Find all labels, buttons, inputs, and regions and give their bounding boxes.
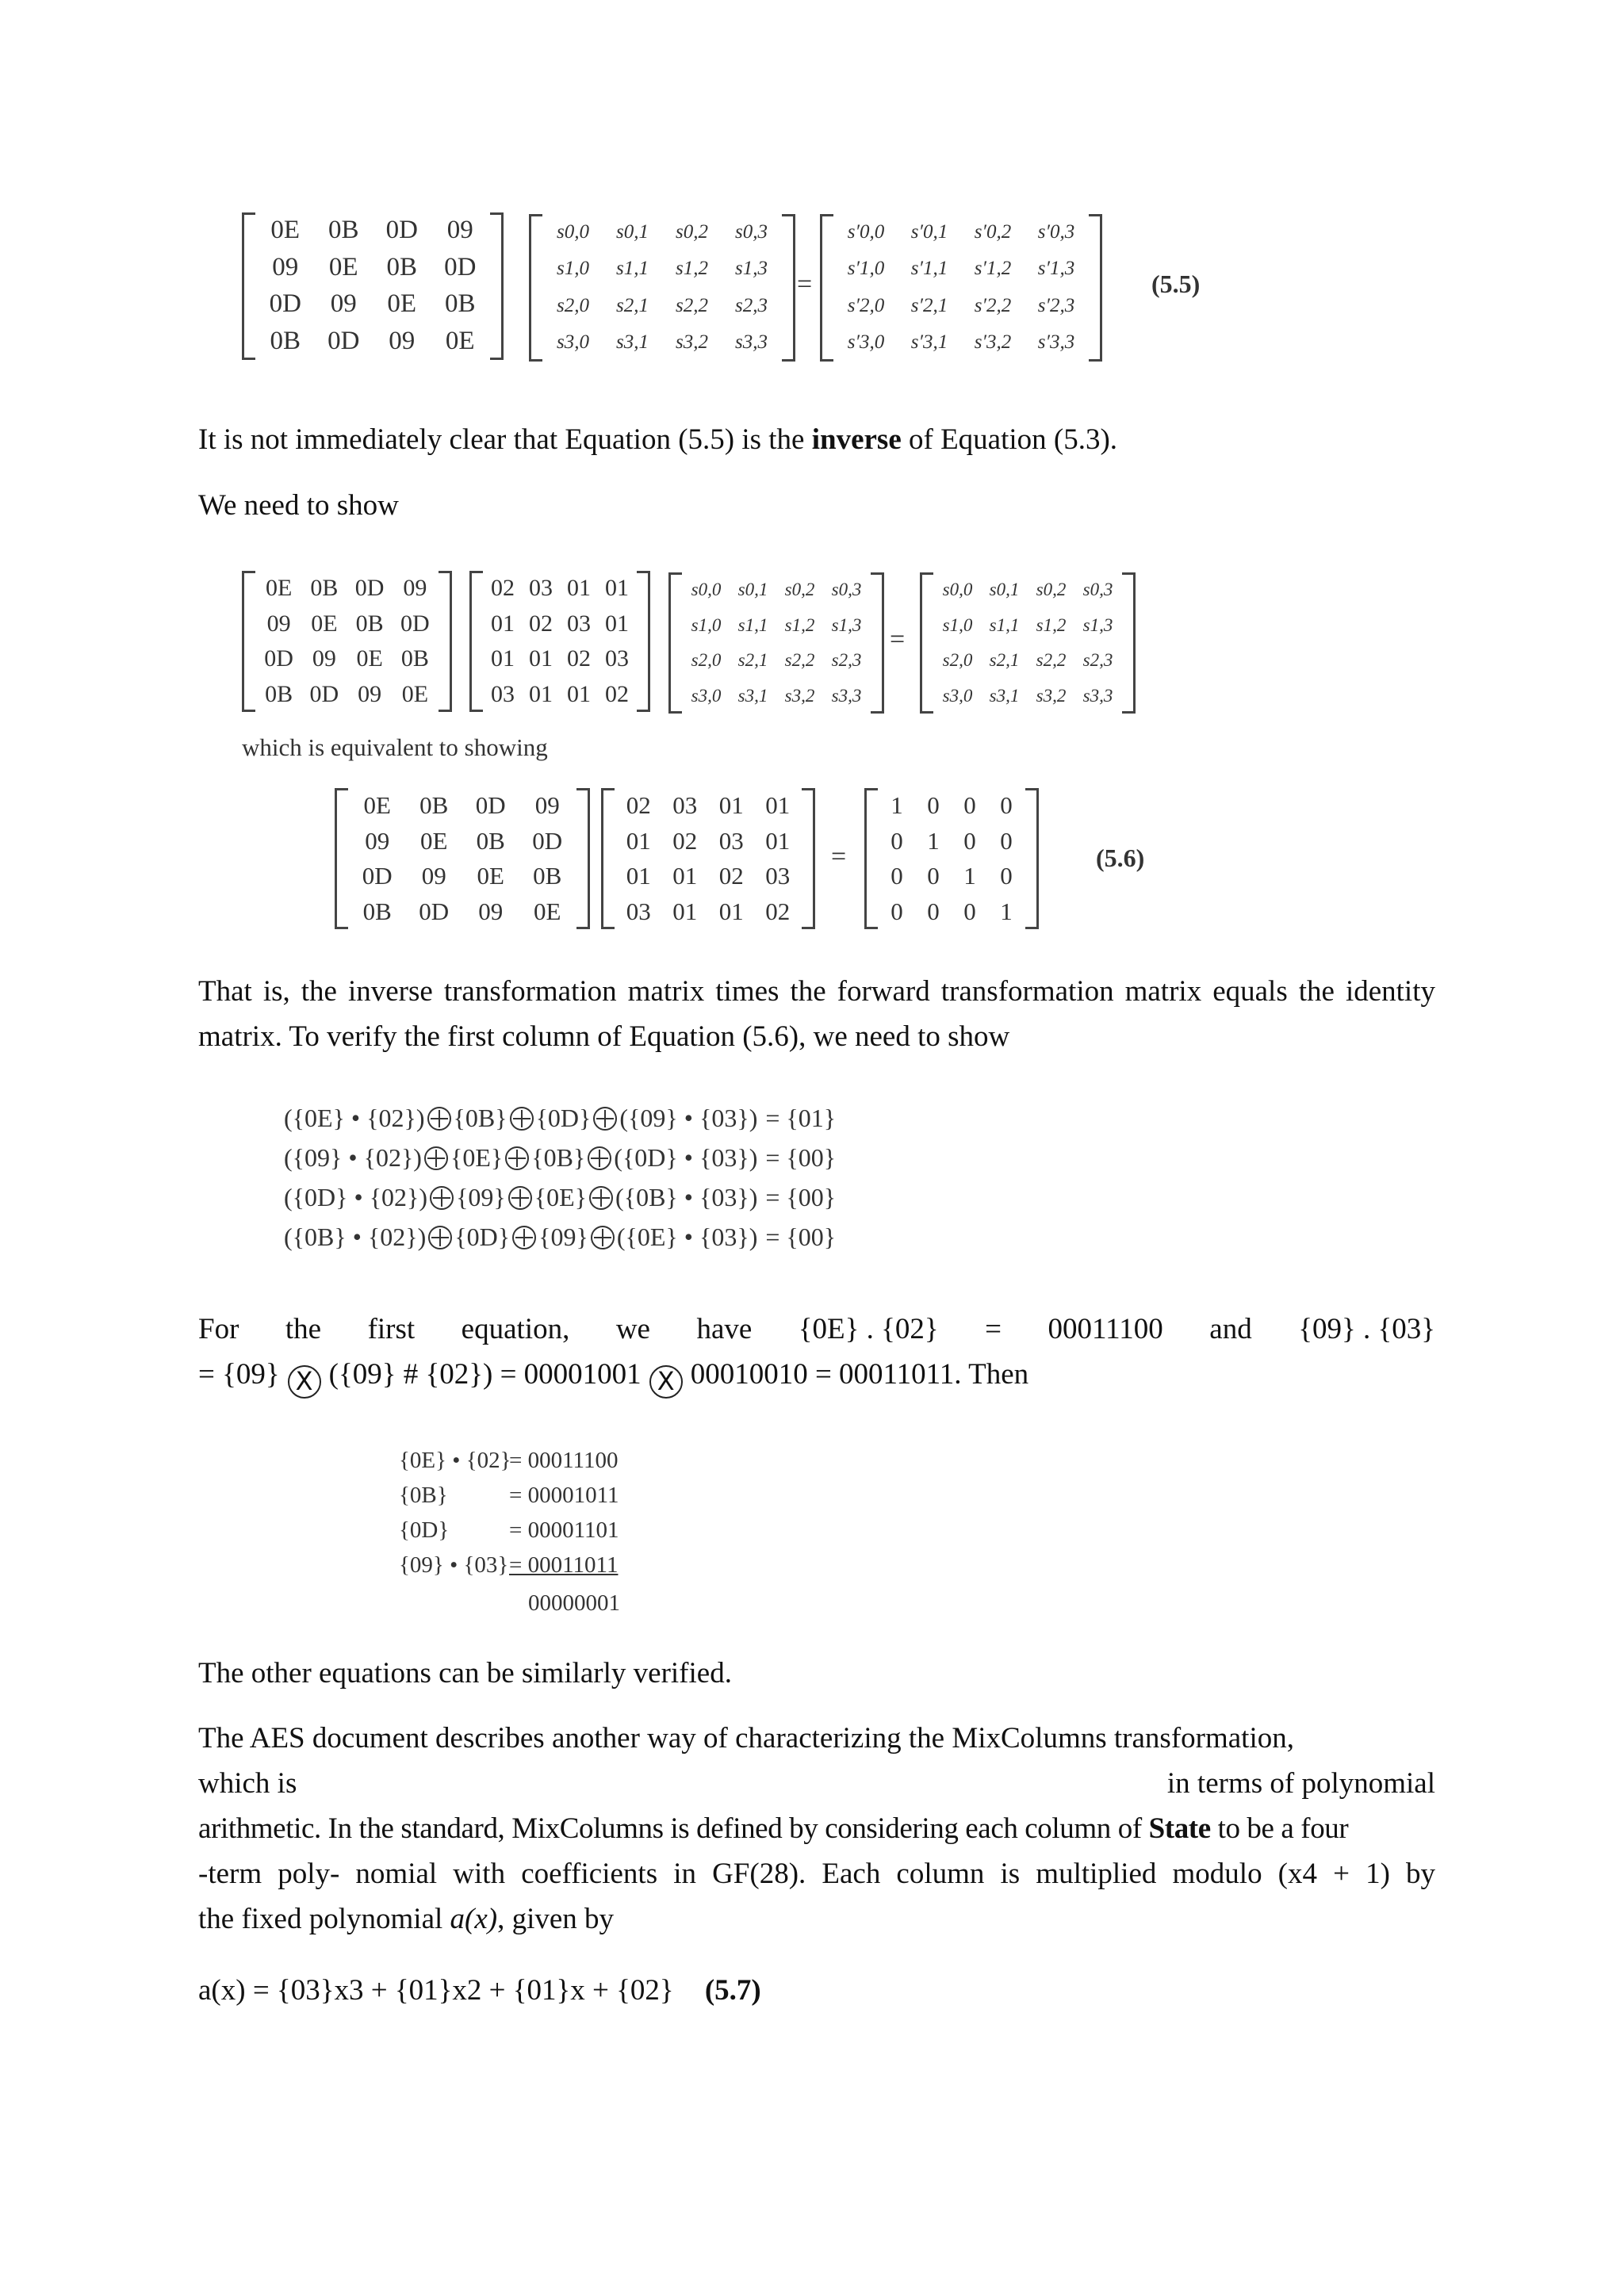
matrix-cell: s3,3 bbox=[735, 331, 768, 354]
matrix-cell: 01 bbox=[567, 575, 591, 601]
matrix-cell: 09 bbox=[389, 326, 416, 355]
matrix-cell: s3,1 bbox=[616, 331, 649, 354]
equation-result: = {00} bbox=[765, 1183, 837, 1211]
matrix-cell: 02 bbox=[626, 791, 651, 820]
matrix-cell: 0E bbox=[363, 791, 391, 820]
matrix-cell: s′0,3 bbox=[1037, 220, 1075, 243]
word: have bbox=[696, 1313, 753, 1345]
calc-label: {0B} bbox=[399, 1483, 448, 1508]
matrix-cell: 09 bbox=[312, 645, 336, 672]
matrix-cell: 01 bbox=[529, 680, 553, 707]
oplus-icon bbox=[427, 1107, 451, 1131]
matrix-cell: 09 bbox=[365, 826, 390, 855]
right-bracket bbox=[576, 788, 590, 929]
matrix-cell: s0,2 bbox=[1036, 580, 1067, 600]
xor-equation bbox=[284, 1223, 836, 1252]
term: ({0B} • {02}) bbox=[284, 1223, 427, 1251]
right-bracket bbox=[1089, 214, 1102, 362]
matrix-cell: 02 bbox=[718, 862, 744, 890]
matrix-cell: s1,1 bbox=[737, 614, 768, 635]
matrix-cell: 0E bbox=[420, 826, 448, 855]
matrix-cell: 01 bbox=[626, 862, 651, 890]
left-bracket bbox=[920, 572, 933, 714]
matrix-cell: s0,2 bbox=[784, 580, 815, 600]
matrix-cell: s2,2 bbox=[1036, 650, 1067, 671]
matrix-forward-mix bbox=[469, 571, 650, 712]
matrix-cell: s0,1 bbox=[737, 580, 768, 600]
matrix-cell: 0 bbox=[1000, 862, 1013, 890]
matrix-cell: 1 bbox=[963, 862, 976, 890]
term: {0E} bbox=[450, 1143, 504, 1172]
matrix-cell: s2,3 bbox=[735, 294, 768, 316]
matrix-cell: 0D bbox=[385, 216, 418, 245]
word: 00011100 bbox=[1048, 1313, 1163, 1345]
equals-sign: = bbox=[890, 625, 906, 654]
calc-label: {09} • {03} bbox=[399, 1552, 509, 1578]
matrix-cell: s′0,0 bbox=[847, 220, 885, 243]
matrix-cell: 01 bbox=[605, 575, 629, 601]
word: For bbox=[198, 1313, 239, 1345]
oplus-icon bbox=[589, 1186, 613, 1210]
word: {09} . {03} bbox=[1298, 1313, 1435, 1345]
matrix-cell: 0E bbox=[265, 575, 293, 601]
equation-result: = {00} bbox=[765, 1223, 837, 1251]
matrix-cell: 1 bbox=[1000, 897, 1013, 925]
matrix-cell: s2,2 bbox=[784, 650, 815, 671]
matrix-cell: 03 bbox=[672, 791, 698, 820]
paragraph-identity: That is, the inverse transformation matrix times the forward transformation matrix equals the identity matrix. To verify the first column of Equation (5.6), we need to show bbox=[198, 975, 1435, 1053]
matrix-cell: s0,2 bbox=[676, 220, 708, 243]
right-bracket bbox=[1122, 572, 1136, 714]
matrix-cell: s3,3 bbox=[831, 685, 862, 706]
matrix-cell: s1,3 bbox=[831, 614, 862, 635]
left-bracket bbox=[601, 788, 615, 929]
xor-equation bbox=[284, 1104, 836, 1133]
matrix-cell: 1 bbox=[927, 826, 940, 855]
term: {0D} bbox=[535, 1104, 592, 1132]
left-bracket bbox=[864, 788, 878, 929]
matrix-cell: 01 bbox=[718, 897, 744, 925]
matrix-cell: s′3,1 bbox=[910, 331, 948, 354]
calc-value: = 00011011 bbox=[509, 1552, 619, 1578]
matrix-cell: s′1,2 bbox=[974, 258, 1012, 280]
matrix-cell: s′2,0 bbox=[847, 294, 885, 316]
matrix-cell: 01 bbox=[718, 791, 744, 820]
matrix-cell: s1,3 bbox=[1082, 614, 1113, 635]
oplus-icon bbox=[508, 1186, 532, 1210]
matrix-cell: 09 bbox=[534, 791, 560, 820]
matrix-cell: s′3,3 bbox=[1037, 331, 1075, 354]
matrix-state bbox=[529, 214, 795, 362]
polynomial-a-x: a(x) = {03}x3 + {01}x2 + {01}x + {02} bbox=[198, 1974, 674, 2007]
matrix-state-prime bbox=[820, 214, 1102, 362]
equation-label: (5.6) bbox=[1096, 844, 1145, 872]
matrix-cell: 01 bbox=[605, 610, 629, 637]
matrix-cell: 01 bbox=[491, 610, 515, 637]
bold-inverse: inverse bbox=[811, 423, 902, 456]
left-bracket bbox=[242, 212, 255, 360]
oplus-icon bbox=[430, 1186, 454, 1210]
matrix-cell: s1,3 bbox=[735, 258, 768, 280]
matrix-cell: s′1,3 bbox=[1037, 258, 1075, 280]
matrix-cell: 0 bbox=[927, 862, 940, 890]
equation-5-7 bbox=[198, 1968, 1435, 2013]
matrix-cell: 02 bbox=[765, 897, 791, 925]
matrix-cell: s′2,3 bbox=[1037, 294, 1075, 316]
matrix-cell: 0B bbox=[476, 826, 505, 855]
matrix-cell: 0D bbox=[362, 862, 393, 890]
matrix-cell: 0E bbox=[401, 680, 429, 707]
matrix-cell: s3,2 bbox=[1036, 685, 1067, 706]
right-bracket bbox=[637, 571, 650, 712]
matrix-cell: s1,2 bbox=[1036, 614, 1067, 635]
left-bracket bbox=[469, 571, 483, 712]
matrix-cell: s3,2 bbox=[784, 685, 815, 706]
matrix-inverse-mix bbox=[335, 788, 590, 929]
matrix-cell: 0 bbox=[927, 897, 940, 925]
matrix-cell: 0D bbox=[264, 645, 293, 672]
matrix-cell: 0 bbox=[963, 897, 976, 925]
matrix-cell: 0B bbox=[355, 610, 384, 637]
matrix-cell: 01 bbox=[529, 645, 553, 672]
matrix-cell: 0E bbox=[270, 216, 301, 245]
matrix-identity bbox=[864, 788, 1039, 929]
matrix-cell: s1,0 bbox=[557, 258, 589, 280]
matrix-cell: 0E bbox=[534, 897, 561, 925]
calc-result: 00000001 bbox=[528, 1590, 620, 1616]
matrix-inverse-mix bbox=[242, 571, 452, 712]
matrix-cell: 03 bbox=[567, 610, 591, 637]
matrix-cell: 0E bbox=[356, 645, 383, 672]
matrix-cell: 0 bbox=[1000, 826, 1013, 855]
matrix-cell: s′2,1 bbox=[910, 294, 948, 316]
left-bracket bbox=[668, 572, 682, 714]
matrix-cell: 03 bbox=[626, 897, 651, 925]
matrix-cell: s2,0 bbox=[942, 650, 973, 671]
matrix-cell: 01 bbox=[672, 897, 698, 925]
equals-sign: = bbox=[797, 270, 813, 299]
matrix-forward-mix bbox=[601, 788, 815, 929]
matrix-cell: s2,0 bbox=[557, 294, 589, 316]
matrix-cell: 02 bbox=[672, 826, 698, 855]
matrix-cell: 03 bbox=[529, 575, 553, 601]
matrix-cell: 09 bbox=[446, 216, 473, 245]
matrix-cell: 0B bbox=[533, 862, 562, 890]
oplus-icon bbox=[512, 1226, 536, 1249]
matrix-cell: 0D bbox=[532, 826, 563, 855]
paragraph-first-equation bbox=[198, 1307, 1435, 1399]
matrix-cell: 01 bbox=[765, 791, 791, 820]
word: and bbox=[1209, 1313, 1252, 1345]
matrix-cell: 09 bbox=[272, 252, 299, 281]
matrix-cell: 0B bbox=[270, 326, 301, 355]
matrix-cell: s2,1 bbox=[616, 294, 649, 316]
word: we bbox=[615, 1313, 650, 1345]
matrix-cell: s′0,1 bbox=[910, 220, 948, 243]
matrix-cell: 09 bbox=[421, 862, 446, 890]
matrix-cell: s3,1 bbox=[737, 685, 768, 706]
matrix-cell: 0E bbox=[328, 252, 358, 281]
word: first bbox=[367, 1313, 416, 1345]
matrix-cell: 0D bbox=[400, 610, 430, 637]
matrix-cell: 0E bbox=[387, 289, 417, 319]
matrix-cell: 0 bbox=[963, 791, 976, 820]
matrix-cell: 03 bbox=[605, 645, 629, 672]
term: {0D} bbox=[454, 1223, 511, 1251]
matrix-cell: 0D bbox=[444, 252, 477, 281]
oplus-icon bbox=[424, 1146, 448, 1170]
right-bracket bbox=[490, 212, 504, 360]
oplus-icon bbox=[591, 1226, 615, 1249]
matrix-cell: 0D bbox=[269, 289, 301, 319]
word: = bbox=[985, 1313, 1002, 1345]
matrix-cell: 0 bbox=[927, 791, 940, 820]
equation-result: = {01} bbox=[765, 1104, 837, 1132]
calc-value: = 00011100 bbox=[509, 1448, 619, 1473]
matrix-cell: 02 bbox=[567, 645, 591, 672]
term: ({0E} • {03}) bbox=[616, 1223, 758, 1251]
matrix-cell: 0 bbox=[891, 826, 903, 855]
matrix-cell: s0,3 bbox=[1082, 580, 1113, 600]
matrix-cell: 09 bbox=[330, 289, 357, 319]
term: ({09} • {03}) bbox=[619, 1104, 758, 1132]
matrix-cell: 0B bbox=[444, 289, 476, 319]
matrix-cell: s2,3 bbox=[831, 650, 862, 671]
matrix-cell: 0E bbox=[311, 610, 338, 637]
paragraph-inverse: It is not immediately clear that Equation (5.5) is the inverse of Equation (5.3). bbox=[198, 423, 1118, 456]
matrix-cell: 0 bbox=[891, 862, 903, 890]
paragraph-polynomial: The AES document describes another way of characterizing the MixColumns transformation, which is in terms of polynomial arithmetic. In the standard, MixColumns is defined by considering each column of State to be a four -term poly- nomial with coefficients in GF(28). Each column is multiplied modulo (x4 + 1) by the fixed polynomial a(x), given by bbox=[198, 1722, 1435, 1935]
oplus-icon bbox=[428, 1226, 452, 1249]
term: {0E} bbox=[534, 1183, 588, 1211]
caption-equivalent: which is equivalent to showing bbox=[242, 733, 548, 761]
matrix-cell: 01 bbox=[626, 826, 651, 855]
paragraph-similarly: The other equations can be similarly verified. bbox=[198, 1657, 732, 1689]
matrix-cell: 01 bbox=[765, 826, 791, 855]
matrix-state bbox=[668, 572, 884, 714]
otimes-icon: X bbox=[288, 1365, 321, 1399]
matrix-cell: s0,0 bbox=[942, 580, 973, 600]
word: equation, bbox=[461, 1313, 570, 1345]
left-bracket bbox=[820, 214, 833, 362]
matrix-cell: s2,0 bbox=[691, 650, 722, 671]
matrix-cell: 03 bbox=[718, 826, 744, 855]
matrix-cell: s1,0 bbox=[691, 614, 722, 635]
matrix-cell: 09 bbox=[358, 680, 382, 707]
first-equation-line bbox=[198, 1307, 1435, 1352]
matrix-cell: 0B bbox=[386, 252, 417, 281]
matrix-cell: s0,0 bbox=[691, 580, 722, 600]
oplus-icon bbox=[588, 1146, 611, 1170]
matrix-state-result bbox=[920, 572, 1136, 714]
term: {0B} bbox=[531, 1143, 586, 1172]
oplus-icon bbox=[593, 1107, 617, 1131]
matrix-cell: 1 bbox=[891, 791, 903, 820]
right-bracket bbox=[871, 572, 884, 714]
matrix-cell: 0D bbox=[475, 791, 506, 820]
matrix-cell: s′1,0 bbox=[847, 258, 885, 280]
left-bracket bbox=[242, 571, 255, 712]
matrix-cell: 0B bbox=[310, 575, 339, 601]
right-bracket bbox=[439, 571, 452, 712]
calc-label: {0E} • {02} bbox=[399, 1448, 511, 1473]
matrix-cell: s′0,2 bbox=[974, 220, 1012, 243]
matrix-cell: s2,3 bbox=[1082, 650, 1113, 671]
matrix-cell: 02 bbox=[605, 680, 629, 707]
matrix-cell: s3,3 bbox=[1082, 685, 1113, 706]
matrix-cell: 0 bbox=[1000, 791, 1013, 820]
right-bracket bbox=[802, 788, 815, 929]
right-bracket bbox=[1025, 788, 1039, 929]
matrix-cell: s0,1 bbox=[989, 580, 1020, 600]
equation-label: (5.5) bbox=[1151, 270, 1201, 298]
term: ({0D} • {03}) bbox=[614, 1143, 758, 1172]
matrix-cell: s2,1 bbox=[737, 650, 768, 671]
matrix-cell: 0B bbox=[327, 216, 359, 245]
matrix-cell: 09 bbox=[266, 610, 291, 637]
xor-equation bbox=[284, 1183, 836, 1212]
matrix-cell: s3,0 bbox=[557, 331, 589, 354]
matrix-cell: s3,0 bbox=[691, 685, 722, 706]
left-bracket bbox=[529, 214, 542, 362]
term: {0B} bbox=[453, 1104, 508, 1132]
matrix-cell: 01 bbox=[567, 680, 591, 707]
matrix-cell: s2,1 bbox=[989, 650, 1020, 671]
equation-result: = {00} bbox=[765, 1143, 837, 1172]
calc-value: = 00001011 bbox=[509, 1483, 619, 1508]
matrix-cell: s0,3 bbox=[831, 580, 862, 600]
matrix-cell: 02 bbox=[491, 575, 515, 601]
matrix-cell: 0 bbox=[891, 897, 903, 925]
matrix-cell: 01 bbox=[672, 862, 698, 890]
calc-label: {0D} bbox=[399, 1517, 450, 1543]
matrix-cell: 09 bbox=[403, 575, 427, 601]
term: ({0E} • {02}) bbox=[284, 1104, 425, 1132]
matrix-cell: s2,2 bbox=[676, 294, 708, 316]
matrix-cell: 0B bbox=[419, 791, 449, 820]
matrix-cell: 0B bbox=[362, 897, 392, 925]
matrix-cell: 01 bbox=[491, 645, 515, 672]
matrix-cell: 0E bbox=[445, 326, 475, 355]
matrix-cell: 0D bbox=[354, 575, 385, 601]
xor-equation bbox=[284, 1143, 836, 1173]
matrix-cell: 03 bbox=[491, 680, 515, 707]
word: {0E} . {02} bbox=[798, 1313, 939, 1345]
matrix-cell: 0E bbox=[477, 862, 504, 890]
oplus-icon bbox=[510, 1107, 534, 1131]
paragraph-need-to-show: We need to show bbox=[198, 489, 399, 522]
matrix-cell: s0,1 bbox=[616, 220, 649, 243]
matrix-cell: 0B bbox=[265, 680, 293, 707]
matrix-cell: s′1,1 bbox=[910, 258, 948, 280]
oplus-icon bbox=[505, 1146, 529, 1170]
term: ({0B} • {03}) bbox=[615, 1183, 758, 1211]
term: ({0D} • {02}) bbox=[284, 1183, 428, 1211]
matrix-cell: s1,1 bbox=[616, 258, 649, 280]
matrix-inverse-mix bbox=[242, 212, 504, 360]
equals-sign: = bbox=[831, 842, 847, 871]
first-equation-line-2: = {09} X ({09} # {02}) = 00001001 X 00010010 = 00011011. Then bbox=[198, 1352, 1435, 1399]
matrix-cell: s1,2 bbox=[676, 258, 708, 280]
term: ({09} • {02}) bbox=[284, 1143, 422, 1172]
matrix-cell: s′3,2 bbox=[974, 331, 1012, 354]
otimes-icon: X bbox=[649, 1365, 683, 1399]
matrix-cell: s3,2 bbox=[676, 331, 708, 354]
matrix-cell: 0D bbox=[327, 326, 360, 355]
term: {09} bbox=[538, 1223, 588, 1251]
matrix-cell: s1,1 bbox=[989, 614, 1020, 635]
equation-label: (5.7) bbox=[704, 1974, 761, 2007]
word: the bbox=[285, 1313, 322, 1345]
matrix-cell: 0B bbox=[400, 645, 429, 672]
matrix-cell: 03 bbox=[765, 862, 791, 890]
bold-state: State bbox=[1148, 1812, 1211, 1845]
matrix-cell: s1,2 bbox=[784, 614, 815, 635]
matrix-cell: s′3,0 bbox=[847, 331, 885, 354]
term: {09} bbox=[456, 1183, 506, 1211]
right-bracket bbox=[782, 214, 795, 362]
matrix-cell: 02 bbox=[529, 610, 553, 637]
matrix-cell: s3,0 bbox=[942, 685, 973, 706]
matrix-cell: s0,0 bbox=[557, 220, 589, 243]
matrix-cell: 0D bbox=[309, 680, 339, 707]
matrix-cell: s3,1 bbox=[989, 685, 1020, 706]
matrix-cell: s0,3 bbox=[735, 220, 768, 243]
matrix-cell: s′2,2 bbox=[974, 294, 1012, 316]
matrix-cell: 0 bbox=[963, 826, 976, 855]
matrix-cell: 09 bbox=[478, 897, 504, 925]
calc-value: = 00001101 bbox=[509, 1517, 619, 1543]
matrix-cell: 0D bbox=[419, 897, 450, 925]
left-bracket bbox=[335, 788, 348, 929]
matrix-cell: s1,0 bbox=[942, 614, 973, 635]
